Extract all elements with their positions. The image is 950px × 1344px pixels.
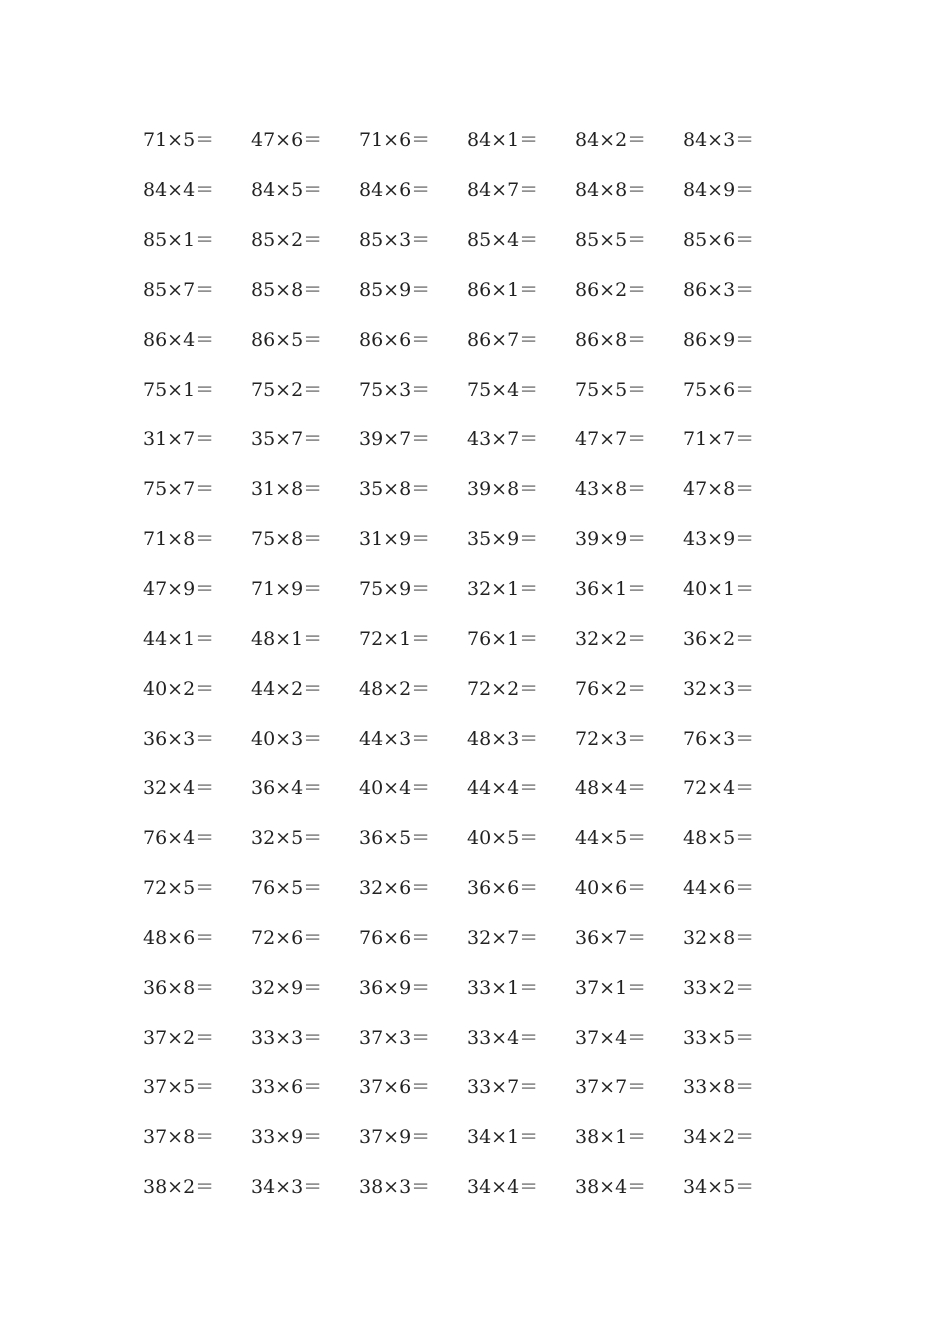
multiplication-problem: 43×9＝	[683, 528, 755, 551]
multiplication-problem: 37×4＝	[575, 1026, 647, 1049]
multiplication-problem: 36×2＝	[683, 627, 755, 650]
problem-row	[143, 1111, 823, 1161]
problem-row	[143, 1061, 823, 1111]
multiplication-problem: 36×8＝	[143, 976, 215, 999]
multiplication-problem: 71×8＝	[143, 528, 215, 551]
multiplication-problem: 43×8＝	[575, 478, 647, 501]
multiplication-problem: 37×1＝	[575, 976, 647, 999]
multiplication-problem: 32×9＝	[251, 976, 323, 999]
problem-row	[143, 413, 823, 463]
multiplication-problem: 86×5＝	[251, 328, 323, 351]
multiplication-problem: 76×6＝	[359, 926, 431, 949]
problem-row	[143, 164, 823, 214]
multiplication-problem: 33×5＝	[683, 1026, 755, 1049]
multiplication-problem: 84×9＝	[683, 179, 755, 202]
multiplication-problem: 48×3＝	[467, 727, 539, 750]
problem-row	[143, 1011, 823, 1061]
multiplication-problem: 33×2＝	[683, 976, 755, 999]
multiplication-problem: 72×4＝	[683, 777, 755, 800]
multiplication-problem: 71×5＝	[143, 129, 215, 152]
multiplication-problem: 86×6＝	[359, 328, 431, 351]
multiplication-problem: 44×2＝	[251, 677, 323, 700]
multiplication-problem: 37×3＝	[359, 1026, 431, 1049]
multiplication-problem: 37×9＝	[359, 1126, 431, 1149]
multiplication-problem: 38×4＝	[575, 1176, 647, 1199]
multiplication-problem: 84×1＝	[467, 129, 539, 152]
problem-row	[143, 563, 823, 613]
multiplication-problem: 71×7＝	[683, 428, 755, 451]
multiplication-problem: 34×5＝	[683, 1176, 755, 1199]
multiplication-problem: 37×8＝	[143, 1126, 215, 1149]
multiplication-problem: 85×8＝	[251, 278, 323, 301]
problem-row	[143, 912, 823, 962]
multiplication-problem: 43×7＝	[467, 428, 539, 451]
multiplication-problem: 85×9＝	[359, 278, 431, 301]
multiplication-problem: 75×5＝	[575, 378, 647, 401]
multiplication-problem: 48×2＝	[359, 677, 431, 700]
multiplication-problem: 32×6＝	[359, 877, 431, 900]
multiplication-problem: 84×6＝	[359, 179, 431, 202]
multiplication-problem: 84×3＝	[683, 129, 755, 152]
multiplication-problem: 36×4＝	[251, 777, 323, 800]
multiplication-problem: 32×1＝	[467, 578, 539, 601]
multiplication-problem: 38×3＝	[359, 1176, 431, 1199]
multiplication-problem: 32×7＝	[467, 926, 539, 949]
multiplication-problem: 84×2＝	[575, 129, 647, 152]
multiplication-problem: 33×3＝	[251, 1026, 323, 1049]
problem-row	[143, 612, 823, 662]
multiplication-problem: 75×4＝	[467, 378, 539, 401]
problem-row	[143, 363, 823, 413]
multiplication-problem: 76×2＝	[575, 677, 647, 700]
multiplication-problem: 34×1＝	[467, 1126, 539, 1149]
multiplication-problem: 86×4＝	[143, 328, 215, 351]
multiplication-problem: 47×7＝	[575, 428, 647, 451]
multiplication-problem: 31×7＝	[143, 428, 215, 451]
multiplication-problem: 75×2＝	[251, 378, 323, 401]
problem-row	[143, 862, 823, 912]
multiplication-problem: 75×8＝	[251, 528, 323, 551]
multiplication-problem: 86×9＝	[683, 328, 755, 351]
multiplication-problem: 76×5＝	[251, 877, 323, 900]
multiplication-problem: 72×1＝	[359, 627, 431, 650]
problem-row	[143, 812, 823, 862]
problem-row	[143, 214, 823, 264]
multiplication-problem: 32×4＝	[143, 777, 215, 800]
multiplication-problem: 36×6＝	[467, 877, 539, 900]
problem-row	[143, 264, 823, 314]
multiplication-problem: 84×5＝	[251, 179, 323, 202]
problem-row	[143, 762, 823, 812]
multiplication-problem: 47×8＝	[683, 478, 755, 501]
multiplication-problem: 48×4＝	[575, 777, 647, 800]
multiplication-problem: 85×2＝	[251, 229, 323, 252]
multiplication-problem: 32×2＝	[575, 627, 647, 650]
multiplication-problem: 71×9＝	[251, 578, 323, 601]
multiplication-problem: 86×3＝	[683, 278, 755, 301]
multiplication-problem: 40×6＝	[575, 877, 647, 900]
multiplication-problem: 35×7＝	[251, 428, 323, 451]
multiplication-problem: 39×7＝	[359, 428, 431, 451]
multiplication-problem: 34×2＝	[683, 1126, 755, 1149]
multiplication-problem: 31×9＝	[359, 528, 431, 551]
multiplication-problem: 44×6＝	[683, 877, 755, 900]
multiplication-problem: 48×5＝	[683, 827, 755, 850]
multiplication-problem: 40×4＝	[359, 777, 431, 800]
multiplication-problem: 37×6＝	[359, 1076, 431, 1099]
multiplication-problem: 75×6＝	[683, 378, 755, 401]
multiplication-problem: 85×1＝	[143, 229, 215, 252]
multiplication-problem: 85×6＝	[683, 229, 755, 252]
multiplication-problem: 47×6＝	[251, 129, 323, 152]
multiplication-problem: 44×1＝	[143, 627, 215, 650]
multiplication-problem: 40×3＝	[251, 727, 323, 750]
multiplication-problem: 32×5＝	[251, 827, 323, 850]
multiplication-problem: 48×1＝	[251, 627, 323, 650]
multiplication-problem: 44×4＝	[467, 777, 539, 800]
multiplication-problem: 40×1＝	[683, 578, 755, 601]
multiplication-problem: 39×9＝	[575, 528, 647, 551]
multiplication-problem: 32×8＝	[683, 926, 755, 949]
multiplication-problem: 48×6＝	[143, 926, 215, 949]
problem-row	[143, 662, 823, 712]
problem-row	[143, 463, 823, 513]
multiplication-problem: 85×4＝	[467, 229, 539, 252]
multiplication-problem: 75×9＝	[359, 578, 431, 601]
multiplication-problem: 37×7＝	[575, 1076, 647, 1099]
multiplication-problem: 32×3＝	[683, 677, 755, 700]
multiplication-problem: 39×8＝	[467, 478, 539, 501]
multiplication-problem: 40×2＝	[143, 677, 215, 700]
multiplication-problem: 34×3＝	[251, 1176, 323, 1199]
multiplication-problem: 33×1＝	[467, 976, 539, 999]
multiplication-problem: 35×9＝	[467, 528, 539, 551]
multiplication-problem: 75×1＝	[143, 378, 215, 401]
multiplication-problem: 86×7＝	[467, 328, 539, 351]
multiplication-problem: 38×1＝	[575, 1126, 647, 1149]
multiplication-problem: 34×4＝	[467, 1176, 539, 1199]
problem-row	[143, 513, 823, 563]
multiplication-problem: 36×1＝	[575, 578, 647, 601]
multiplication-problem: 33×6＝	[251, 1076, 323, 1099]
multiplication-problem: 85×5＝	[575, 229, 647, 252]
multiplication-problem: 84×4＝	[143, 179, 215, 202]
multiplication-problem: 47×9＝	[143, 578, 215, 601]
multiplication-problem: 85×7＝	[143, 278, 215, 301]
multiplication-problem: 75×3＝	[359, 378, 431, 401]
multiplication-problem: 36×9＝	[359, 976, 431, 999]
multiplication-problem: 38×2＝	[143, 1176, 215, 1199]
multiplication-problem: 72×5＝	[143, 877, 215, 900]
multiplication-problem: 36×5＝	[359, 827, 431, 850]
multiplication-problem: 33×8＝	[683, 1076, 755, 1099]
multiplication-problem-grid	[143, 114, 823, 1211]
problem-row	[143, 114, 823, 164]
multiplication-problem: 33×9＝	[251, 1126, 323, 1149]
multiplication-problem: 71×6＝	[359, 129, 431, 152]
multiplication-problem: 33×4＝	[467, 1026, 539, 1049]
multiplication-problem: 84×8＝	[575, 179, 647, 202]
problem-row	[143, 712, 823, 762]
multiplication-problem: 84×7＝	[467, 179, 539, 202]
multiplication-problem: 36×3＝	[143, 727, 215, 750]
multiplication-problem: 33×7＝	[467, 1076, 539, 1099]
multiplication-problem: 37×2＝	[143, 1026, 215, 1049]
multiplication-problem: 72×6＝	[251, 926, 323, 949]
multiplication-problem: 35×8＝	[359, 478, 431, 501]
multiplication-problem: 86×2＝	[575, 278, 647, 301]
multiplication-problem: 76×4＝	[143, 827, 215, 850]
problem-row	[143, 1161, 823, 1211]
multiplication-problem: 76×1＝	[467, 627, 539, 650]
multiplication-problem: 75×7＝	[143, 478, 215, 501]
multiplication-problem: 44×3＝	[359, 727, 431, 750]
problem-row	[143, 313, 823, 363]
multiplication-problem: 31×8＝	[251, 478, 323, 501]
multiplication-problem: 86×1＝	[467, 278, 539, 301]
problem-row	[143, 961, 823, 1011]
multiplication-problem: 44×5＝	[575, 827, 647, 850]
multiplication-problem: 76×3＝	[683, 727, 755, 750]
multiplication-problem: 37×5＝	[143, 1076, 215, 1099]
multiplication-problem: 36×7＝	[575, 926, 647, 949]
multiplication-problem: 85×3＝	[359, 229, 431, 252]
multiplication-problem: 72×3＝	[575, 727, 647, 750]
multiplication-problem: 72×2＝	[467, 677, 539, 700]
multiplication-problem: 86×8＝	[575, 328, 647, 351]
multiplication-problem: 40×5＝	[467, 827, 539, 850]
